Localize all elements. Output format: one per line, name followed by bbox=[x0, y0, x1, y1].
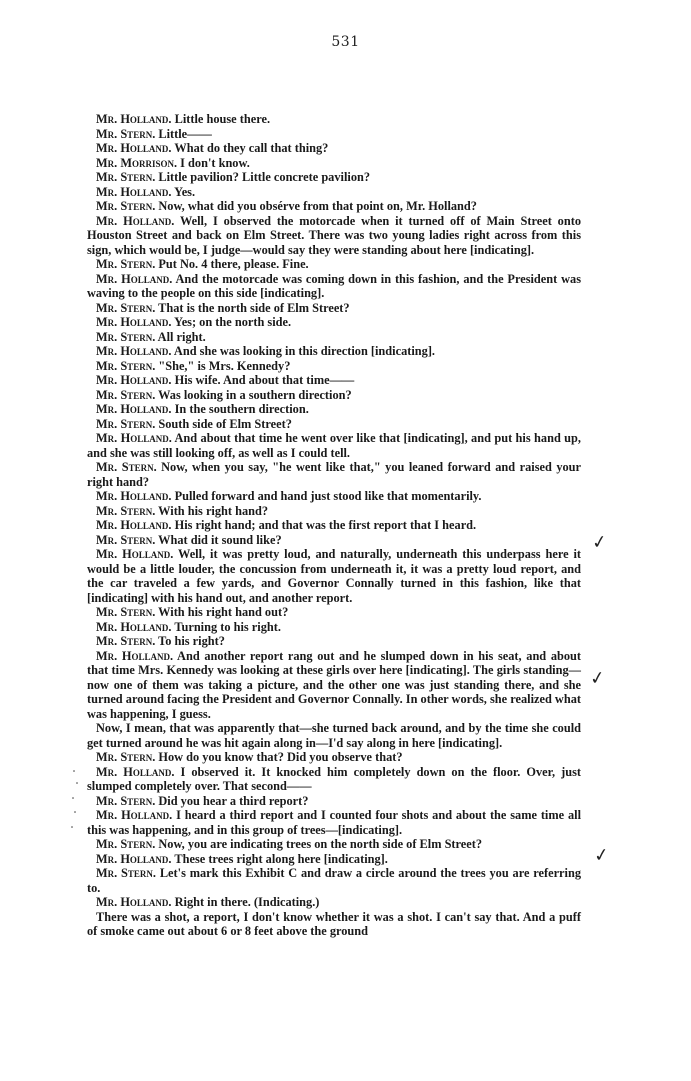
speaker: Mr. Stern. bbox=[96, 416, 156, 431]
line-text: And another report rang out and he slumped down in his seat, and about that time Mrs. Kennedy was looking at these girls over here [indicating]. The girls standing—now one of them was taking a picture, and the other one was just standing there, and she turned around facing the President and Governor Connally. In other words, she realized what was happening, I guess. bbox=[87, 648, 581, 721]
speaker: Mr. Stern. bbox=[96, 358, 156, 373]
speaker: Mr. Stern. bbox=[96, 503, 156, 518]
transcript-line bbox=[87, 170, 581, 185]
speaker: Mr. Holland. bbox=[96, 344, 172, 358]
line-text: His wife. And about that time—— bbox=[171, 373, 355, 387]
speaker: Mr. Holland. bbox=[96, 518, 172, 532]
transcript-line bbox=[87, 460, 581, 489]
transcript-line bbox=[87, 910, 581, 939]
speaker: Mr. Stern. bbox=[96, 750, 156, 764]
speaker: Mr. Stern. bbox=[96, 199, 156, 213]
check-mark-icon: ✓ bbox=[592, 844, 611, 867]
transcript-line bbox=[87, 866, 581, 895]
line-text: Was looking in a southern direction? bbox=[155, 387, 352, 402]
line-text: In the southern direction. bbox=[171, 402, 309, 416]
transcript-line bbox=[87, 547, 581, 605]
line-text: Little house there. bbox=[171, 112, 271, 126]
speaker: Mr. Holland. bbox=[96, 112, 172, 126]
transcript-line bbox=[87, 721, 581, 750]
speaker: Mr. Stern. bbox=[96, 532, 156, 547]
transcript-line bbox=[87, 141, 581, 156]
line-text: South side of Elm Street? bbox=[155, 416, 292, 431]
line-text: There was a shot, a report, I don't know whether it was a shot. I can't say that. And a puff of smoke came out about 6 or 8 feet above the ground bbox=[87, 909, 581, 938]
line-text: To his right? bbox=[155, 634, 225, 648]
transcript-line bbox=[87, 214, 581, 258]
transcript-line bbox=[87, 620, 581, 635]
line-text: And she was looking in this direction [indicating]. bbox=[171, 344, 436, 358]
transcript-line bbox=[87, 765, 581, 794]
line-text: Well, it was pretty loud, and naturally, underneath this underpass here it would be a little louder, the concussion from underneath it, it was a pretty loud report, and the car traveled a few yards, and Governor Connally turned in this fashion, like that [indicating] with his hand out, and another report. bbox=[87, 547, 581, 605]
transcript-line bbox=[87, 373, 581, 388]
speaker: Mr. Stern. bbox=[96, 329, 156, 344]
speaker: Mr. Holland. bbox=[96, 402, 172, 416]
line-text: Now, you are indicating trees on the north side of Elm Street? bbox=[155, 837, 483, 851]
line-text: Let's mark this Exhibit C and draw a circle around the trees you are referring to. bbox=[87, 866, 581, 895]
speaker: Mr. Holland. bbox=[96, 648, 174, 663]
line-text: Now, when you say, "he went like that," you leaned forward and raised your right hand? bbox=[87, 460, 582, 489]
transcript-line bbox=[87, 112, 581, 127]
speaker: Mr. Stern. bbox=[96, 793, 156, 808]
check-mark-icon: ✓ bbox=[588, 667, 607, 690]
line-text: Little—— bbox=[155, 126, 212, 141]
transcript-line bbox=[87, 301, 581, 316]
line-text: Yes; on the north side. bbox=[171, 315, 292, 329]
line-text: How do you know that? Did you observe that? bbox=[155, 750, 403, 764]
transcript-line bbox=[87, 533, 581, 548]
transcript-line bbox=[87, 852, 581, 867]
speaker: Mr. Holland. bbox=[96, 547, 174, 561]
transcript-line bbox=[87, 431, 581, 460]
speaker: Mr. Holland. bbox=[96, 808, 173, 822]
speaker: Mr. Stern. bbox=[96, 387, 156, 402]
transcript-line bbox=[87, 388, 581, 403]
transcript-line bbox=[87, 330, 581, 345]
line-text: With his right hand out? bbox=[155, 605, 289, 619]
transcript-line bbox=[87, 344, 581, 359]
line-text: That is the north side of Elm Street? bbox=[155, 300, 350, 315]
transcript-line bbox=[87, 489, 581, 504]
line-text: Now, I mean, that was apparently that—she turned back around, and by the time she could get turned around he was hit again along in—I'd say along in here [indicating]. bbox=[87, 721, 581, 750]
transcript-line bbox=[87, 185, 581, 200]
check-mark-icon: ✓ bbox=[590, 531, 609, 554]
speaker: Mr. Stern. bbox=[96, 866, 157, 880]
line-text: Well, I observed the motorcade when it turned off of Main Street onto Houston Street and back on Elm Street. There was two young ladies right across from this sign, which would be, I judge—would say they were standing about here [indicating]. bbox=[87, 213, 582, 257]
speaker: Mr. Holland. bbox=[96, 489, 172, 503]
margin-speck bbox=[76, 782, 78, 784]
transcript-line bbox=[87, 127, 581, 142]
margin-speck bbox=[72, 797, 74, 799]
margin-speck bbox=[73, 770, 75, 772]
line-text: With his right hand? bbox=[155, 503, 269, 518]
transcript-line bbox=[87, 257, 581, 272]
line-text: What did it sound like? bbox=[155, 532, 282, 547]
transcript-line bbox=[87, 808, 581, 837]
speaker: Mr. Holland. bbox=[96, 315, 172, 329]
speaker: Mr. Morrison. bbox=[96, 155, 178, 170]
transcript-line bbox=[87, 199, 581, 214]
speaker: Mr. Holland. bbox=[96, 373, 172, 387]
line-text: Little pavilion? Little concrete pavilion? bbox=[155, 170, 371, 184]
speaker: Mr. Stern. bbox=[96, 170, 156, 184]
line-text: All right. bbox=[155, 329, 206, 344]
line-text: Yes. bbox=[171, 184, 196, 199]
line-text: Right in there. (Indicating.) bbox=[171, 895, 320, 909]
speaker: Mr. Stern. bbox=[96, 634, 156, 648]
transcript-line bbox=[87, 895, 581, 910]
line-text: Turning to his right. bbox=[171, 619, 281, 634]
speaker: Mr. Holland. bbox=[96, 895, 172, 909]
speaker: Mr. Holland. bbox=[96, 764, 175, 779]
line-text: I observed it. It knocked him completely down on the floor. Over, just slumped completely over. That second—— bbox=[87, 764, 581, 793]
line-text: Now, what did you obsérve from that point on, Mr. Holland? bbox=[155, 199, 477, 213]
transcript-line bbox=[87, 272, 581, 301]
line-text: I don't know. bbox=[177, 155, 250, 170]
transcript-line bbox=[87, 417, 581, 432]
speaker: Mr. Holland. bbox=[96, 619, 172, 634]
speaker: Mr. Stern. bbox=[96, 605, 156, 619]
speaker: Mr. Holland. bbox=[96, 271, 173, 286]
line-text: Put No. 4 there, please. Fine. bbox=[155, 257, 309, 271]
speaker: Mr. Stern. bbox=[96, 126, 156, 141]
page-number: 531 bbox=[331, 34, 360, 50]
speaker: Mr. Holland. bbox=[96, 141, 172, 155]
line-text: And the motorcade was coming down in this fashion, and the President was waving to the people on this side [indicating]. bbox=[87, 271, 581, 300]
line-text: "She," is Mrs. Kennedy? bbox=[155, 358, 291, 373]
transcript-line bbox=[87, 518, 581, 533]
line-text: I heard a third report and I counted four shots and about the same time all this was happening, and in this group of trees—[indicating]. bbox=[87, 808, 581, 837]
speaker: Mr. Stern. bbox=[96, 257, 156, 271]
transcript-body bbox=[87, 112, 581, 939]
transcript-line bbox=[87, 605, 581, 620]
transcript-line bbox=[87, 649, 581, 722]
speaker: Mr. Stern. bbox=[96, 837, 156, 851]
transcript-line bbox=[87, 156, 581, 171]
margin-speck bbox=[71, 826, 73, 828]
margin-speck bbox=[74, 811, 76, 813]
speaker: Mr. Holland. bbox=[96, 431, 172, 445]
transcript-line bbox=[87, 794, 581, 809]
transcript-line bbox=[87, 837, 581, 852]
line-text: What do they call that thing? bbox=[171, 141, 329, 155]
speaker: Mr. Holland. bbox=[96, 213, 175, 228]
speaker: Mr. Holland. bbox=[96, 851, 172, 866]
line-text: Did you hear a third report? bbox=[155, 793, 309, 808]
transcript-line bbox=[87, 634, 581, 649]
speaker: Mr. Stern. bbox=[96, 300, 156, 315]
transcript-line bbox=[87, 402, 581, 417]
transcript-line bbox=[87, 315, 581, 330]
transcript-line bbox=[87, 359, 581, 374]
transcript-line bbox=[87, 750, 581, 765]
speaker: Mr. Holland. bbox=[96, 184, 172, 199]
line-text: Pulled forward and hand just stood like that momentarily. bbox=[171, 489, 482, 503]
line-text: These trees right along here [indicating]. bbox=[171, 851, 388, 866]
transcript-line bbox=[87, 504, 581, 519]
line-text: His right hand; and that was the first report that I heard. bbox=[171, 518, 477, 532]
speaker: Mr. Stern. bbox=[96, 460, 157, 474]
line-text: And about that time he went over like that [indicating], and put his hand up, and she was still looking off, as well as I could tell. bbox=[87, 431, 582, 460]
